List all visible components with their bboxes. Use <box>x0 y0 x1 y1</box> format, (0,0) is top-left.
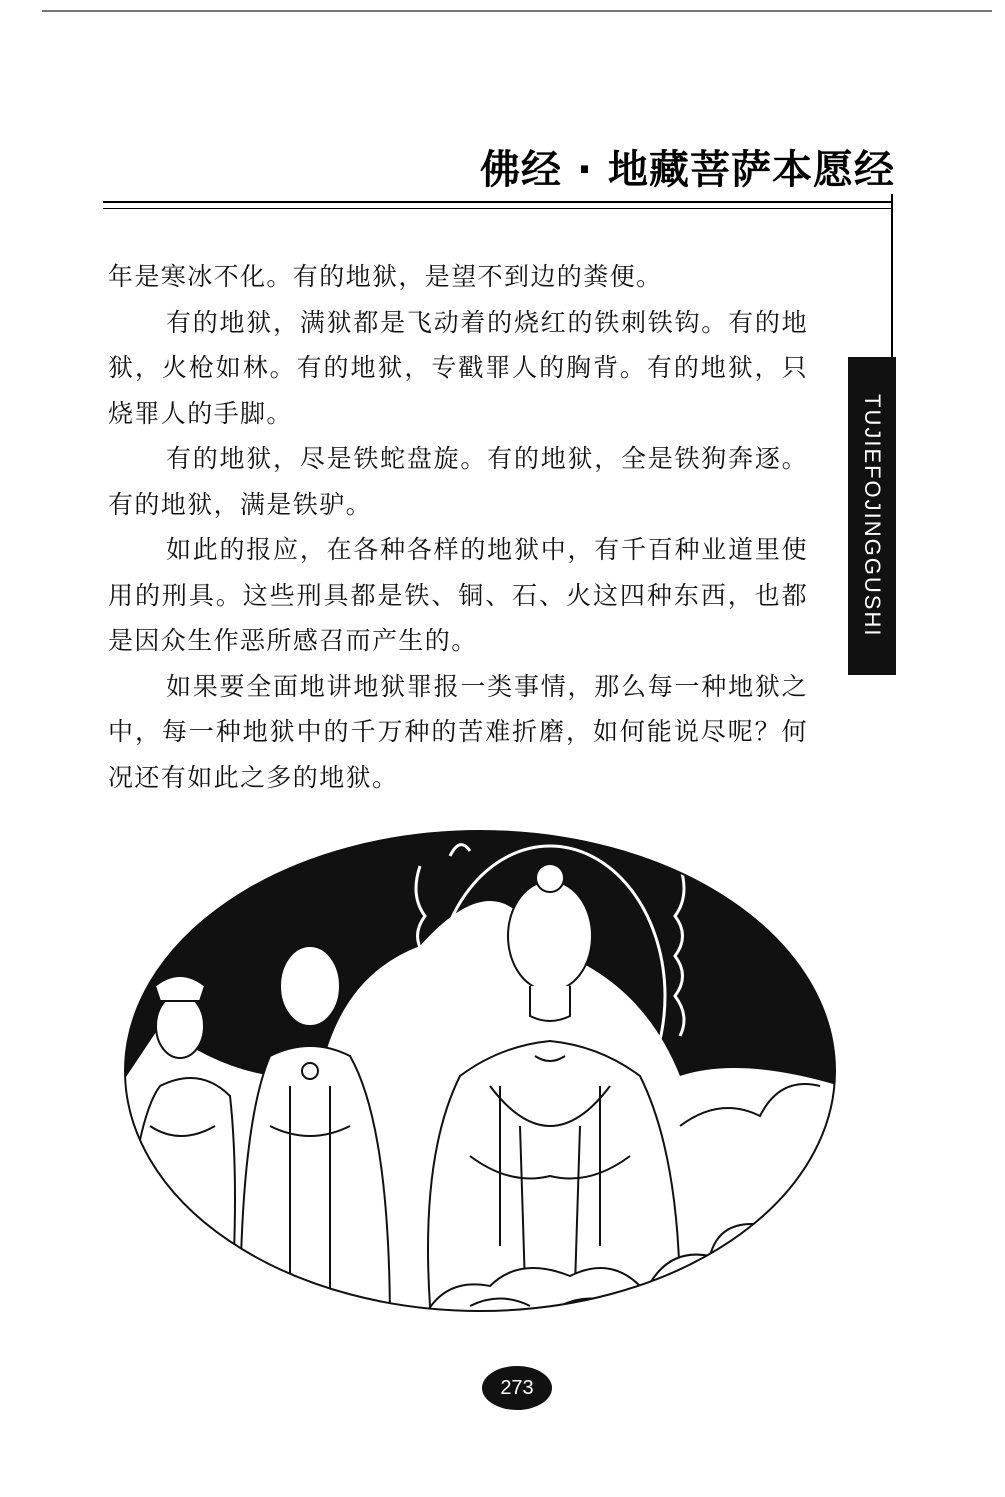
side-tab <box>848 357 896 675</box>
scan-top-rule <box>42 10 992 12</box>
paragraph-3: 有的地狱，尽是铁蛇盘旋。有的地狱，全是铁狗奔逐。有的地狱，满是铁驴。 <box>108 444 808 519</box>
buddha-illustration <box>120 826 840 1326</box>
body-text <box>108 254 808 800</box>
paragraph-1: 年是寒冰不化。有的地狱，是望不到边的粪便。 <box>108 262 663 291</box>
header-rule-vertical <box>891 194 893 384</box>
paragraph-5: 如果要全面地讲地狱罪报一类事情，那么每一种地狱之中，每一种地狱中的千万种的苦难折磨，如何能说尽呢？何况还有如此之多的地狱。 <box>108 671 808 792</box>
running-header-title: 佛经 · 地藏菩萨本愿经 <box>479 147 895 193</box>
paragraph-2: 有的地狱，满狱都是飞动着的烧红的铁刺铁钩。有的地狱，火枪如林。有的地狱，专戳罪人的胸背。有的地狱，只烧罪人的手脚。 <box>108 307 808 428</box>
side-tab-label: TUJIEFOJINGGUSHI <box>860 394 885 638</box>
header-rule-thin <box>103 208 893 209</box>
header-rule-thick <box>103 201 893 203</box>
paragraph-4: 如此的报应，在各种各样的地狱中，有千百种业道里使用的刑具。这些刑具都是铁、铜、石、火这四种东西，也都是因众生作恶所感召而产生的。 <box>108 535 808 655</box>
page-number: 273 <box>482 1366 552 1410</box>
